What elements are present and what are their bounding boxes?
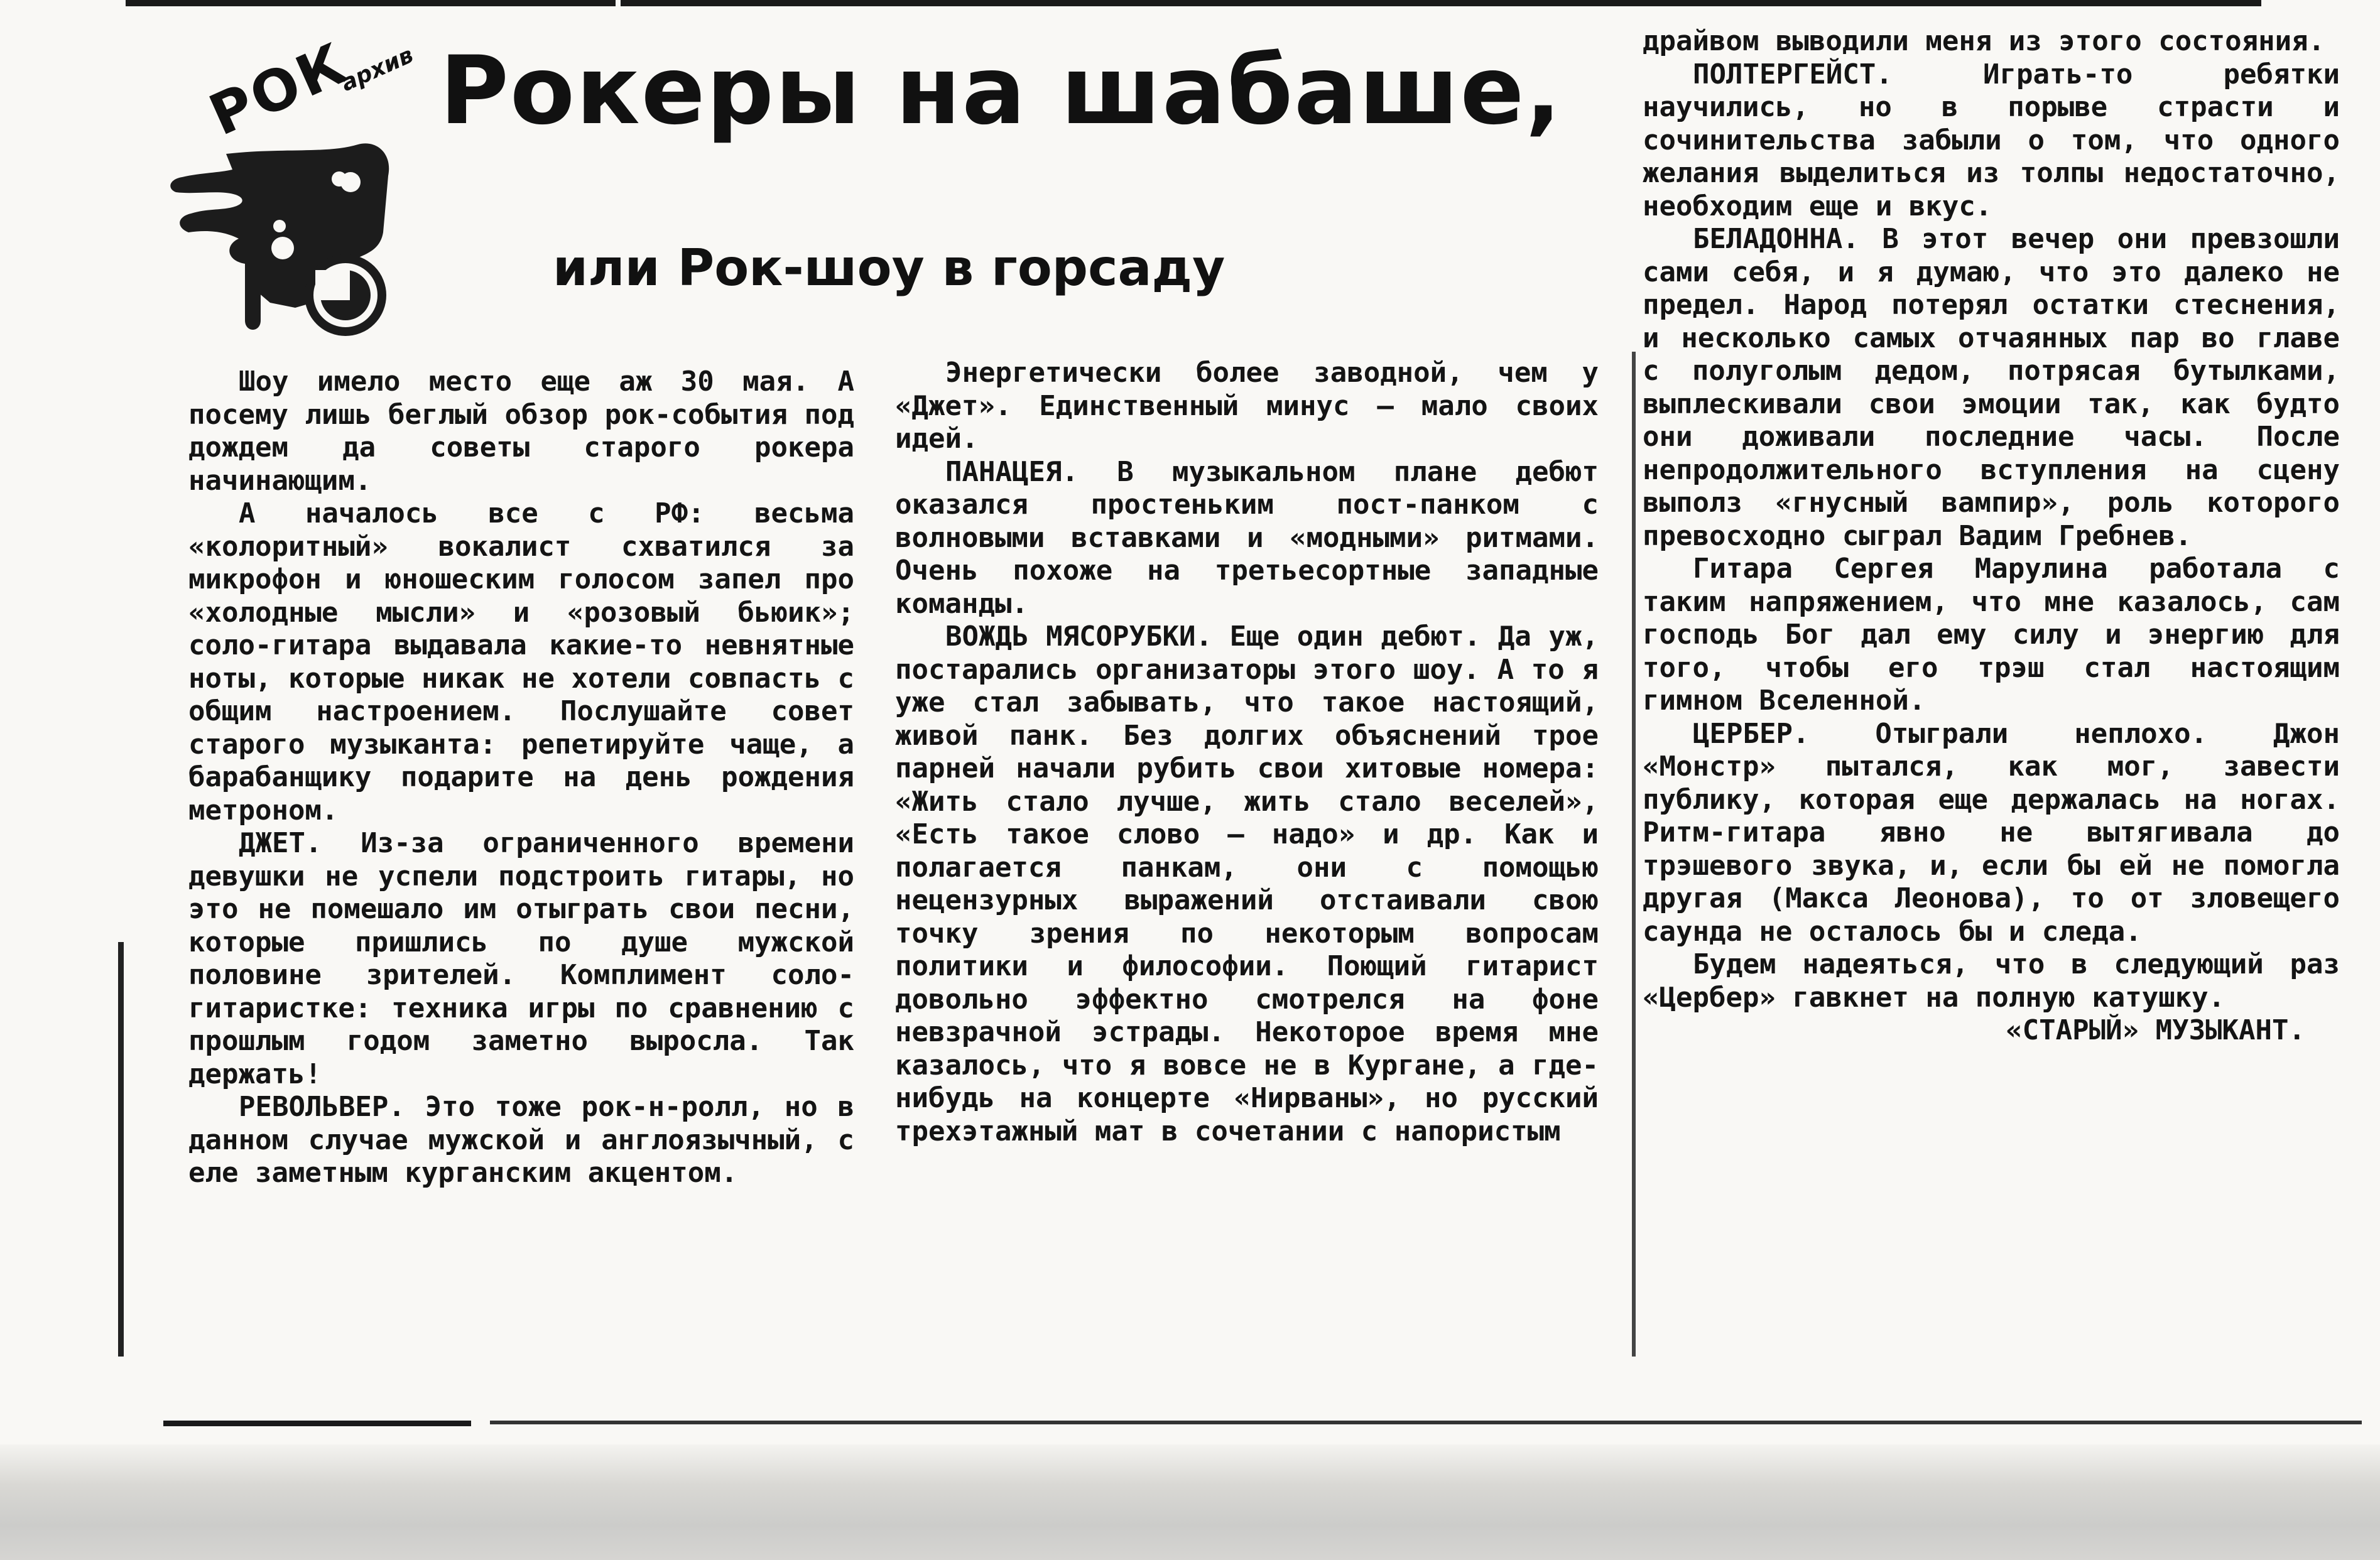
paragraph: Будем надеяться, что в следующий раз «Цербер» гавкнет на полную катушку. — [1643, 948, 2340, 1014]
background-surface — [0, 1444, 2380, 1560]
paragraph: Энергетически более заводной, чем у «Джет». Единственный минус — мало своих идей. — [895, 357, 1599, 455]
article-column-2 — [895, 357, 1599, 1148]
article-column-3 — [1643, 25, 2340, 1048]
paragraph: ПОЛТЕРГЕЙСТ. Играть-то ребятки научились, но в порыве страсти и сочинительства забыли о том, что одного желания выделиться из толпы недостаточно, необходим еще и вкус. — [1643, 58, 2340, 222]
paragraph: Гитара Сергея Марулина работала с таким напряжением, что мне казалось, сам господь Бог дал ему силу и энергию для того, чтобы его трэш стал настоящим гимном Вселенной. — [1643, 553, 2340, 717]
paragraph: БЕЛАДОННА. В этот вечер они превзошли сами себя, и я думаю, что это далеко не предел. Народ потерял остатки стеснения, и несколько самых отчаянных пар во главе с полуголым дедом, потрясая бутылками, выплескивали свои эмоции так, как будто они доживали последние часы. После непродолжительного вступления на сцену выполз «гнусный вампир», роль которого превосходно сыграл Вадим Гребнев. — [1643, 223, 2340, 552]
paragraph: Шоу имело место еще аж 30 мая. А посему лишь беглый обзор рок-события под дождем да советы старого рокера начинающим. — [188, 366, 854, 497]
article-column-1 — [188, 366, 854, 1190]
bottom-rule-short — [163, 1421, 471, 1426]
bottom-rule-long — [490, 1421, 2362, 1424]
left-margin-mark — [118, 942, 124, 1357]
paragraph: ДЖЕТ. Из-за ограниченного времени девушки не успели подстроить гитары, но это не помешало им отыграть свои песни, которые пришлись по душе мужской половине зрителей. Комплимент соло-гитаристке: техника игры по сравнению с прошлым годом заметно выросла. Так держать! — [188, 827, 854, 1090]
logo-subtitle: архив — [337, 42, 418, 97]
headline: Рокеры на шабаше, — [440, 36, 1563, 146]
top-rule — [126, 0, 2261, 6]
top-rule-gap — [616, 0, 621, 9]
rock-archive-logo — [151, 30, 418, 339]
paragraph: РЕВОЛЬВЕР. Это тоже рок-н-ролл, но в данном случае мужской и англоязычный, с еле заметным курганским акцентом. — [188, 1091, 854, 1189]
paragraph: ВОЖДЬ МЯСОРУБКИ. Еще один дебют. Да уж, постарались организаторы этого шоу. А то я уже стал забывать, что такое настоящий, живой панк. Без долгих объяснений трое парней начали рубить свои хитовые номера: «Жить стало лучше, жить стало веселей», «Есть такое слово — надо» и др. Как и полагается панкам, они с помощью нецензурных выражений отстаивали свою точку зрения по некоторым вопросам политики и философии. Поющий гитарист довольно эффектно смотрелся на фоне невзрачной эстрады. Некоторое время мне казалось, что я вовсе не в Кургане, а где-нибудь на концерте «Нирваны», но русский трехэтажный мат в сочетании с напористым — [895, 620, 1599, 1147]
column-divider — [1632, 352, 1636, 1357]
logo-word: РОК — [200, 30, 358, 149]
paragraph: драйвом выводили меня из этого состояния. — [1643, 25, 2325, 57]
author-signature: «СТАРЫЙ» МУЗЫКАНТ. — [2006, 1014, 2305, 1046]
subheadline: или Рок-шоу в горсаду — [553, 239, 1225, 297]
paragraph: ЦЕРБЕР. Отыграли неплохо. Джон «Монстр» пытался, как мог, завести публику, которая еще держалась на ногах. Ритм-гитара явно не вытягивала до трэшевого звука, и, если бы ей не помогла другая (Макса Леонова), то от зловещего саунда не осталось бы и следа. — [1643, 717, 2340, 948]
paragraph: ПАНАЦЕЯ. В музыкальном плане дебют оказался простеньким пост-панком с волновыми вставками и «модными» ритмами. Очень похоже на третьесортные западные команды. — [895, 455, 1599, 620]
paragraph: А началось все с РФ: весьма «колоритный» вокалист схватился за микрофон и юношеским голосом запел про «холодные мысли» и «розовый бьюик»; соло-гитара выдавала какие-то невнятные ноты, которые никак не хотели совпасть с общим настроением. Послушайте совет старого музыканта: репетируйте чаще, а барабанщику подарите на день рождения метроном. — [188, 497, 854, 826]
